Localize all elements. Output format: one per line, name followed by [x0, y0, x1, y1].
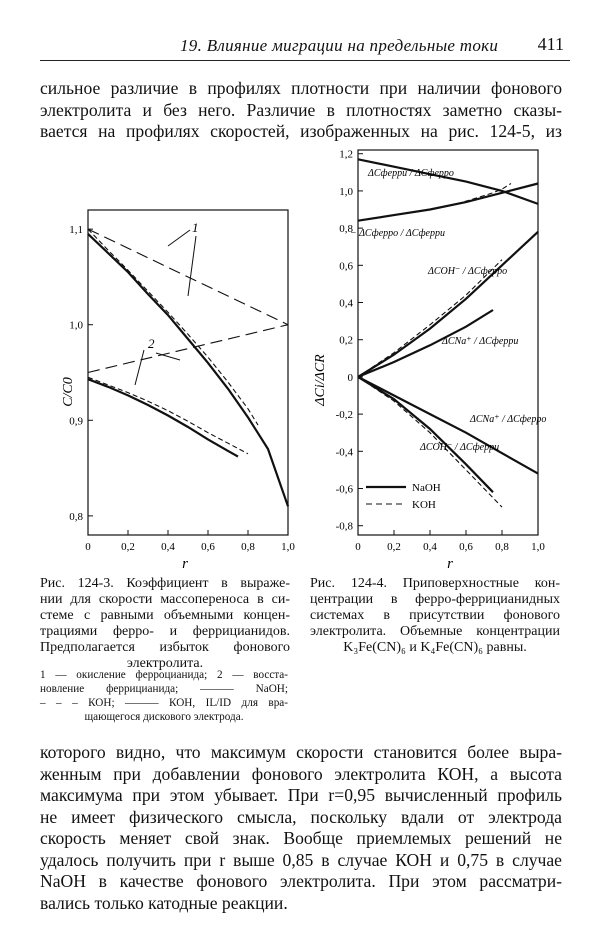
y-axis-label: C/C0	[61, 377, 76, 407]
caption-line: K₃Fe(CN)₆ и K₄Fe(CN)₆ равны.	[343, 640, 527, 655]
top-paragraph	[40, 78, 562, 143]
curve-annotation-1: 1	[192, 220, 199, 235]
x-tick-label: 0	[85, 541, 91, 553]
text-line: женным при добавлении фонового электролита КОН, а высота	[40, 763, 562, 784]
y-axis-label: ΔCi/ΔCR	[313, 354, 328, 406]
caption-line: стеме с равными объемными концен-	[40, 608, 290, 623]
series-line	[88, 379, 238, 456]
y-tick-label: 0,4	[339, 297, 353, 310]
x-tick-label: 0,4	[423, 541, 437, 553]
y-tick-label: 0	[347, 371, 353, 384]
series-line	[358, 159, 538, 204]
caption-line: электролита. Объемные концентрации	[310, 624, 560, 639]
y-tick-label: 1,0	[339, 185, 353, 198]
x-axis-label: r	[182, 556, 188, 572]
label-na-ferro: ΔCNa⁺ / ΔCферро	[470, 414, 547, 425]
leader-line	[156, 353, 180, 360]
text-line: не имеет физического смысла, поскольку вдали от электрода	[40, 806, 562, 827]
bottom-paragraph	[40, 742, 562, 914]
text-line: вается на профилях скоростей, изображенных на рис. 124-5, из	[40, 121, 562, 141]
x-tick-label: 1,0	[531, 541, 545, 553]
x-tick-label: 0,6	[201, 541, 215, 553]
label-oh-ferro: ΔCOH⁻ / ΔCферро	[428, 266, 508, 277]
tick-labels	[69, 224, 295, 553]
y-tick-label: -0,8	[335, 520, 353, 533]
y-tick-label: 1,2	[339, 148, 353, 161]
x-tick-label: 0,2	[121, 541, 135, 553]
caption-line: Предполагается избыток фонового	[40, 640, 290, 655]
caption-line: Рис. 124-4. Приповерхностные кон-	[310, 576, 560, 591]
label-ferro-ferri: − ΔCферро / ΔCферри	[350, 228, 445, 239]
caption-line: нии для скорости массопереноса в си-	[40, 592, 290, 607]
text-line: сильное различие в профилях плотности при наличии фонового	[40, 78, 562, 98]
legend-line: новление феррицианида; ——— NaOH;	[40, 683, 288, 695]
y-tick-label: 0,2	[339, 334, 353, 347]
series-line	[358, 377, 493, 492]
caption-124-3	[40, 576, 290, 672]
leader-line	[188, 236, 196, 296]
text-line: вались только катодные реакции.	[40, 892, 288, 913]
y-tick-label: 0,6	[339, 260, 353, 273]
leader-line	[168, 230, 190, 246]
curve-annotation-2: 2	[148, 336, 155, 351]
text-line: NaOH в качестве фонового электролита. При этом рассматри-	[40, 871, 562, 891]
caption-line: трациями ферро- и феррицианидов.	[40, 624, 290, 639]
legend-label-koh: KOH	[412, 499, 436, 511]
chapter-title: 19. Влияние миграции на предельные токи	[180, 36, 499, 55]
caption-line: системах в присутствии фонового	[310, 608, 560, 623]
legend-label-naoh: NaOH	[412, 482, 441, 494]
caption-line: центрации в ферро-феррицианидных	[310, 592, 560, 607]
caption-line: электролита.	[126, 656, 204, 671]
y-tick-label: 0,8	[69, 510, 83, 523]
y-tick-label: -0,2	[335, 409, 353, 422]
x-tick-label: 0,8	[495, 541, 509, 553]
text-line: максимума при этом убывает. При r=0,95 вычисленный профиль	[40, 785, 562, 805]
legend-line: – – – КОН; ——— КОН, IL/ID для вра-	[40, 697, 288, 709]
page-number: 411	[537, 34, 564, 54]
y-tick-label: 0,9	[69, 415, 83, 428]
plot-curves	[358, 159, 538, 507]
y-tick-label: 1,1	[69, 224, 83, 237]
label-ferri-ferro: ΔCферри / ΔCферро	[368, 168, 454, 179]
series-line	[88, 234, 288, 506]
series-line	[88, 229, 288, 325]
caption-124-4	[310, 576, 560, 656]
text-line: электролита и без него. Различие в плотностях заметно сказы-	[40, 99, 562, 120]
y-tick-label: 0,8	[339, 223, 353, 236]
figure-124-3	[40, 200, 300, 575]
x-tick-label: 0,8	[241, 541, 255, 553]
series-line	[358, 232, 538, 377]
x-tick-label: 0,6	[459, 541, 473, 553]
text-line: скорость меняет свой знак. Вообще приемлемых решений не	[40, 828, 562, 848]
series-line	[358, 377, 538, 474]
x-axis-label: r	[447, 556, 453, 572]
x-tick-label: 1,0	[281, 541, 295, 553]
caption-line: Рис. 124-3. Коэффициент в выраже-	[40, 576, 290, 591]
x-tick-label: 0,4	[161, 541, 175, 553]
running-header	[40, 30, 570, 61]
legend-124-3	[40, 668, 288, 724]
series-line	[358, 184, 538, 221]
x-tick-label: 0,2	[387, 541, 401, 553]
x-tick-label: 0	[355, 541, 361, 553]
legend-line: 1 — окисление ферроцианида; 2 — восста-	[40, 669, 288, 681]
legend-line: щающегося дискового электрода.	[84, 711, 244, 723]
plot-frame	[88, 210, 288, 535]
series-line	[88, 325, 288, 373]
label-na-ferri: ΔCNa⁺ / ΔCферри	[442, 336, 519, 347]
figure-124-4	[310, 140, 570, 575]
text-line: которого видно, что максимум скорости становится более выра-	[40, 742, 562, 762]
y-tick-label: -0,6	[335, 483, 353, 496]
text-line: удалось получить при r выше 0,85 в случае КОН и 0,75 в случае	[40, 849, 562, 870]
y-tick-label: 1,0	[69, 319, 83, 332]
y-tick-label: -0,4	[335, 446, 353, 459]
plot-curves	[88, 229, 288, 506]
leader-line	[135, 350, 144, 385]
plot-border	[88, 210, 288, 535]
label-oh-ferri: ΔCOH⁻ / ΔCферри	[420, 442, 500, 453]
